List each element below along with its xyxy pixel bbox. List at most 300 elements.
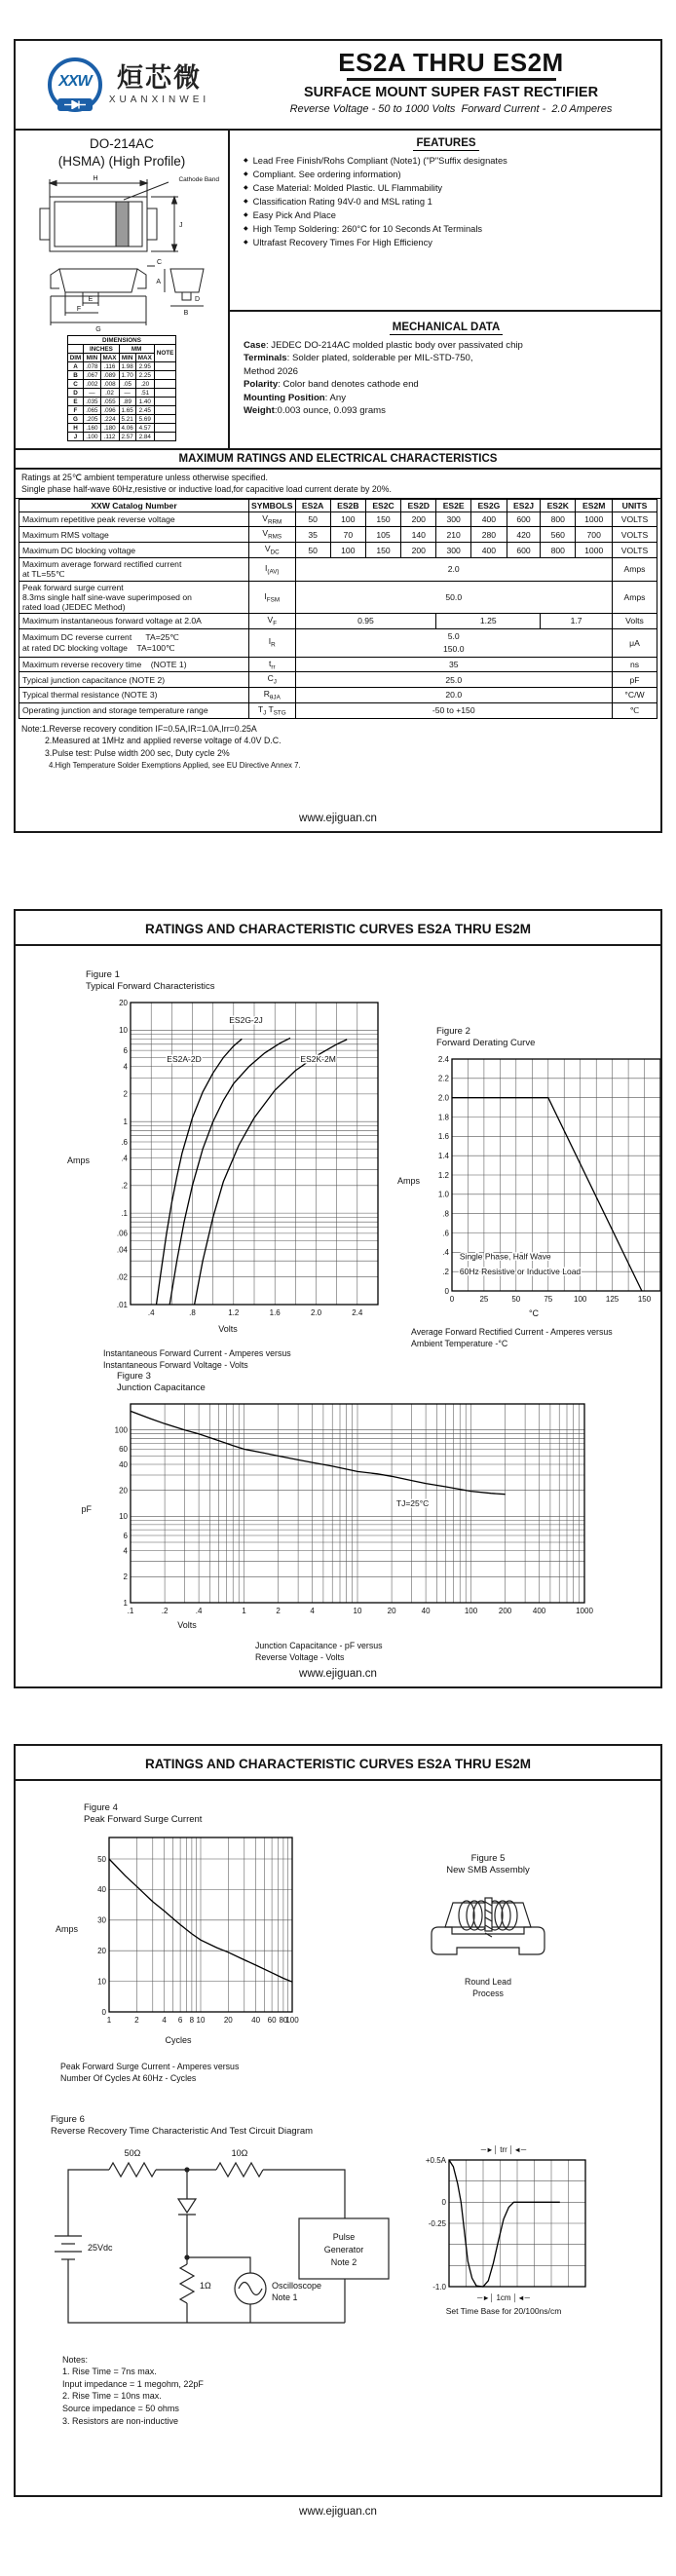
trr-arrow-right [509,2145,526,2154]
type-header: ES2K [541,499,576,511]
svg-text:.8: .8 [189,1307,196,1317]
svg-text:10: 10 [119,1511,128,1521]
figure-1 [64,969,392,1372]
dim-letter: D [67,389,84,398]
figure-4-caption: Peak Forward Surge Current - Amperes versus Number Of Cycles At 60Hz - Cycles [60,2061,240,2084]
figure-6 [51,2114,655,2427]
dim-value: .05 [119,380,135,389]
rating-units: Volts [613,613,657,628]
svg-text:Oscilloscope: Oscilloscope [272,2280,322,2291]
feature-item [244,196,649,209]
dim-value: .160 [84,424,100,433]
parameter-symbol: $V_F$ [249,613,296,628]
bullet-icon: ◆ [244,211,248,218]
dim-value: 2.84 [135,433,154,441]
logo-circle-icon [48,57,102,112]
svg-text:1000: 1000 [576,1606,593,1615]
rating-units: VOLTS [613,543,657,558]
features-list [244,155,649,250]
parameter-symbol: $T_J$ $T_{STG}$ [249,702,296,718]
figure-6-notes [62,2354,655,2428]
svg-text:F: F [76,306,82,314]
svg-text:1.2: 1.2 [437,1170,449,1180]
bullet-icon: ◆ [244,198,248,205]
table-row [67,389,176,398]
feature-text: Case Material: Molded Plastic. UL Flammability [252,182,443,193]
feature-item [244,237,649,250]
svg-text:.2: .2 [442,1267,449,1276]
dim-letter: H [67,424,84,433]
svg-text:1.6: 1.6 [437,1131,449,1141]
svg-text:30: 30 [97,1915,106,1925]
table-row [67,406,176,415]
svg-text:20: 20 [97,1946,106,1955]
ratings-notes [16,719,660,776]
note-line: Notes: [62,2354,89,2365]
note-line: Input impedance = 1 megohm, 22pF [62,2378,204,2389]
rating-value: 105 [365,527,400,543]
svg-text:2: 2 [276,1606,281,1615]
note-line: 3.Pulse test: Pulse width 200 sec, Duty cycle 2% [45,748,230,758]
svg-text:.02: .02 [116,1272,128,1282]
mechanical-item: Terminals: Solder plated, solderable per MIL-STD-750, [244,353,473,364]
table-row [67,345,176,354]
rating-units: μA [613,628,657,657]
svg-text:A: A [156,279,161,286]
feature-text: High Temp Soldering: 260°C for 10 Seconds At Terminals [252,223,483,234]
svg-text:0: 0 [101,2007,106,2017]
svg-text:E: E [88,296,94,304]
dim-value: 2.45 [135,406,154,415]
svg-text:.04: .04 [116,1244,128,1254]
features-title: FEATURES [244,137,649,149]
timebase-caption: Set Time Base for 20/100ns/cm [445,2305,562,2316]
package-name [58,135,186,170]
dims-dim-header: DIM [67,354,84,362]
rating-value: 1.7 [541,613,613,628]
table-row [19,581,657,613]
rating-value: -50 to +150 [295,702,613,718]
rating-units: Amps [613,581,657,613]
svg-text:4: 4 [162,2015,167,2025]
rating-value: 50.0 [295,581,613,613]
figure-3-xlabel: Volts [177,1619,197,1630]
package-and-features [16,131,660,450]
figure-2-label: Figure 2 Forward Derating Curve [436,1026,536,1049]
parameter-label: Maximum repetitive peak reverse voltage [19,511,249,527]
table-row [19,613,657,628]
svg-text:Cathode Band: Cathode Band [178,176,219,184]
mechanical-list [244,339,649,418]
dim-value: .078 [84,362,100,371]
trr-label: trr [500,2145,507,2155]
svg-text:.06: .06 [116,1229,128,1238]
svg-text:50: 50 [511,1294,521,1304]
ratings-intro-line2: Single phase half-wave 60Hz,resistive or inductive load,for capacitive load current derate by 20%. [21,483,392,494]
svg-text:80: 80 [279,2015,288,2025]
figure-5-label: Figure 5 New SMB Assembly [446,1853,530,1876]
table-cell [67,345,84,354]
svg-text:100: 100 [114,1425,128,1435]
curves-page-title: RATINGS AND CHARACTERISTIC CURVES ES2A THRU ES2M [16,1746,660,1781]
diode-icon [57,98,93,111]
dim-value: .035 [84,398,100,406]
svg-text:4: 4 [310,1606,315,1615]
dim-value: .065 [84,406,100,415]
svg-text:2: 2 [123,1089,128,1099]
ratings-section-title: MAXIMUM RATINGS AND ELECTRICAL CHARACTERISTICS [16,450,660,470]
units-header: UNITS [613,499,657,511]
dim-value: .116 [100,362,119,371]
rating-value: 420 [507,527,540,543]
figure-3-chart [92,1398,598,1620]
dim-value: — [84,389,100,398]
rating-value: 35 [295,527,330,543]
svg-text:J: J [179,222,183,230]
rating-units: ns [613,657,657,672]
bullet-icon: ◆ [244,184,248,191]
note-line: 2. Rise Time = 10ns max. [62,2391,162,2402]
svg-text:.01: .01 [116,1300,128,1309]
svg-text:1: 1 [123,1117,128,1126]
rating-value: 0.95 [295,613,436,628]
svg-text:.4: .4 [195,1606,203,1615]
rating-value: 150 [365,511,400,527]
rating-value: 5.0 150.0 [295,628,613,657]
feature-item [244,169,649,182]
parameter-symbol: $R_{\theta JA}$ [249,688,296,703]
dim-note [154,433,176,441]
figure-4 [55,1802,302,2085]
package-name-line2: (HSMA) (High Profile) [57,153,186,169]
rating-value: 35 [295,657,613,672]
parameter-symbol: $V_{RRM}$ [249,511,296,527]
trr-arrow-left [481,2145,498,2154]
table-row [67,415,176,424]
table-cell: MAX [135,354,154,362]
svg-text:20: 20 [387,1606,396,1615]
dim-letter: G [67,415,84,424]
type-header: ES2D [401,499,436,511]
feature-item [244,182,649,196]
rating-units: °C/W [613,688,657,703]
svg-text:60Hz Resistive or Inductive Lo: 60Hz Resistive or Inductive Load [459,1266,582,1276]
svg-text:2.2: 2.2 [437,1074,449,1083]
table-row [67,380,176,389]
rating-value: 100 [330,511,365,527]
svg-text:-1.0: -1.0 [432,2282,446,2292]
features-section [230,131,660,312]
svg-text:0: 0 [441,2197,446,2207]
rating-value: 1.25 [436,613,541,628]
svg-text:.4: .4 [442,1247,449,1257]
table-row [19,499,657,511]
parameter-label: Maximum reverse recovery time (NOTE 1) [19,657,249,672]
svg-text:40: 40 [421,1606,431,1615]
rating-value: 800 [541,511,576,527]
dim-note [154,424,176,433]
rating-value: 140 [401,527,436,543]
svg-text:200: 200 [498,1606,512,1615]
parameter-label: Typical thermal resistance (NOTE 3) [19,688,249,703]
bullet-icon: ◆ [244,239,248,246]
dim-value: 5.69 [135,415,154,424]
note-line: 1. Rise Time = 7ns max. [62,2367,157,2377]
dims-note-header: NOTE [154,345,176,362]
feature-text: Ultrafast Recovery Times For High Efficiency [252,237,432,247]
table-row [67,424,176,433]
svg-text:2.4: 2.4 [437,1054,449,1064]
figure-1-chart [90,997,392,1324]
bullet-icon: ◆ [244,158,248,164]
curves-page-title: RATINGS AND CHARACTERISTIC CURVES ES2A THRU ES2M [16,911,660,946]
figure-2-xlabel: °C [528,1307,540,1318]
svg-text:1.6: 1.6 [269,1307,281,1317]
brand-english: XUANXINWEI [108,94,210,105]
dim-note [154,371,176,380]
svg-text:20: 20 [119,1486,128,1496]
svg-text:6: 6 [177,2015,183,2025]
dim-letter: F [67,406,84,415]
svg-text:8: 8 [189,2015,195,2025]
rating-value: 280 [470,527,507,543]
svg-text:100: 100 [285,2015,299,2025]
parameter-symbol: $I_{(AV)}$ [249,557,296,581]
table-row [19,628,657,657]
svg-text:Note 1: Note 1 [272,2292,298,2302]
device-type-subtitle: SURFACE MOUNT SUPER FAST RECTIFIER [303,84,599,100]
rating-units: pF [613,672,657,688]
parameter-symbol: $C_J$ [249,672,296,688]
datasheet-page-2 [14,909,662,1688]
svg-text:Single Phase, Half Wave: Single Phase, Half Wave [459,1250,551,1261]
svg-text:Note 2: Note 2 [330,2256,357,2267]
svg-text:.6: .6 [121,1137,128,1147]
rating-value: 300 [436,511,471,527]
rating-units: Amps [613,557,657,581]
svg-text:400: 400 [532,1606,546,1615]
header [16,41,660,131]
type-header: ES2B [330,499,365,511]
svg-text:ES2G-2J: ES2G-2J [229,1014,263,1025]
svg-text:2.0: 2.0 [437,1093,449,1103]
svg-text:100: 100 [464,1606,478,1615]
figure-5-caption: Round Lead Process [465,1976,511,1999]
parameter-symbol: $t_{rr}$ [249,657,296,672]
svg-text:1: 1 [242,1606,246,1615]
svg-text:1.0: 1.0 [437,1190,449,1199]
table-row [67,398,176,406]
svg-text:Generator: Generator [323,2244,364,2254]
figure-6-label: Figure 6 Reverse Recovery Time Characteristic And Test Circuit Diagram [51,2114,314,2138]
brand-names [109,64,209,104]
type-header: ES2J [507,499,540,511]
package-outline-drawing [22,170,221,331]
dim-value: 1.40 [135,398,154,406]
header-titles [242,41,660,129]
parameter-label: Maximum average forward rectified current at TL=55℃ [19,557,249,581]
svg-text:50Ω: 50Ω [124,2147,141,2158]
datasheet-page-1 [14,39,662,833]
parameter-symbol: $I_R$ [249,628,296,657]
feature-text: Classification Rating 94V-0 and MSL rating 1 [252,196,432,207]
svg-text:C: C [157,259,163,267]
symbols-header: SYMBOLS [249,499,296,511]
svg-text:H: H [93,175,98,183]
rating-units: VOLTS [613,511,657,527]
parameter-label: Maximum RMS voltage [19,527,249,543]
dim-value: .002 [84,380,100,389]
mechanical-item: Case: JEDEC DO-214AC molded plastic body over passivated chip [244,340,523,351]
figure-1-caption: Instantaneous Forward Current - Amperes versus Instantaneous Forward Voltage - Volts [103,1347,291,1371]
table-cell: MAX [100,354,119,362]
dim-value: — [119,389,135,398]
ratings-tagline: Reverse Voltage - 50 to 1000 Volts Forward Current - 2.0 Amperes [289,102,613,115]
dim-value: .089 [100,371,119,380]
rating-value: 2.0 [295,557,613,581]
rating-value: 200 [401,511,436,527]
rating-value: 210 [436,527,471,543]
figure-2 [397,1026,662,1350]
figure-1-xlabel: Volts [218,1323,238,1334]
parameter-symbol: $I_{FSM}$ [249,581,296,613]
cm-arrow-left [477,2293,494,2302]
dim-value: .096 [100,406,119,415]
svg-text:40: 40 [119,1459,128,1469]
website-footer: www.ejiguan.cn [299,813,377,824]
ratings-intro [16,470,660,499]
dim-value: .008 [100,380,119,389]
parameter-symbol: $V_{RMS}$ [249,527,296,543]
scope-waveform-chart [416,2156,591,2292]
svg-text:10: 10 [196,2015,206,2025]
dim-note [154,406,176,415]
ratings-intro-line1: Ratings at 25℃ ambient temperature unless otherwise specified. [21,473,268,482]
catalog-header: XXW Catalog Number [19,499,249,511]
figure-2-chart [419,1053,662,1308]
bullet-icon: ◆ [244,225,248,232]
rating-value: 200 [401,543,436,558]
svg-text:1: 1 [123,1598,128,1608]
features-column [230,131,660,448]
dim-value: 2.95 [135,362,154,371]
type-header: ES2M [576,499,613,511]
parameter-label: Typical junction capacitance (NOTE 2) [19,672,249,688]
table-row [19,511,657,527]
dims-table [67,335,177,441]
dim-value: 4.57 [135,424,154,433]
package-column [16,131,230,448]
svg-text:4: 4 [123,1546,128,1556]
rating-value: 1000 [576,543,613,558]
rating-value: 300 [436,543,471,558]
svg-text:.2: .2 [121,1181,128,1191]
svg-text:25: 25 [479,1294,489,1304]
figure-2-ylabel: Amps [397,1175,421,1186]
svg-text:.6: .6 [442,1228,449,1237]
figure-1-ylabel: Amps [66,1155,90,1165]
dim-value: 4.06 [119,424,135,433]
logo-xxw-text: XXW [58,73,92,90]
dim-value: 1.65 [119,406,135,415]
part-number-title: ES2A THRU ES2M [338,48,564,77]
scope-waveform-block [416,2142,591,2352]
svg-text:10Ω: 10Ω [231,2147,248,2158]
svg-text:60: 60 [267,2015,277,2025]
dim-note [154,389,176,398]
table-row [67,433,176,441]
svg-text:1.8: 1.8 [437,1112,449,1121]
svg-text:1.2: 1.2 [228,1307,240,1317]
dim-value: .20 [135,380,154,389]
note-line: Note:1.Reverse recovery condition IF=0.5A,IR=1.0A,Irr=0.25A [21,723,257,734]
dims-mm-header: MM [119,345,154,354]
svg-text:10: 10 [119,1025,128,1035]
table-row [19,672,657,688]
dim-note [154,398,176,406]
parameter-label: Operating junction and storage temperature range [19,702,249,718]
svg-text:125: 125 [605,1294,620,1304]
feature-item [244,223,649,237]
dim-letter: A [67,362,84,371]
svg-text:2.4: 2.4 [352,1307,363,1317]
svg-text:0: 0 [444,1286,449,1296]
figure-3 [70,1371,598,1664]
feature-item [244,209,649,223]
table-row [67,362,176,371]
parameter-symbol: $V_{DC}$ [249,543,296,558]
rating-value: 20.0 [295,688,613,703]
svg-text:4: 4 [123,1062,128,1072]
svg-text:2.0: 2.0 [310,1307,322,1317]
parameter-label: Maximum DC blocking voltage [19,543,249,558]
test-circuit-diagram [51,2142,406,2352]
dim-value: .02 [100,389,119,398]
type-header: ES2E [436,499,471,511]
table-row [67,336,176,345]
rating-value: 600 [507,543,540,558]
parameter-label: Maximum instantaneous forward voltage at 2.0A [19,613,249,628]
dim-note [154,362,176,371]
svg-text:.4: .4 [121,1154,128,1163]
type-header: ES2A [295,499,330,511]
svg-text:2: 2 [123,1572,128,1581]
dim-value: .205 [84,415,100,424]
note-line: 4.High Temperature Solder Exemptions Applied, see EU Directive Annex 7. [49,760,301,770]
svg-text:.1: .1 [121,1208,128,1218]
dim-note [154,415,176,424]
rating-value: 560 [541,527,576,543]
mechanical-title: MECHANICAL DATA [244,322,649,333]
svg-text:6: 6 [123,1045,128,1055]
dim-letter: J [67,433,84,441]
dim-note [154,380,176,389]
figure-1-label: Figure 1 Typical Forward Characteristics [86,969,215,993]
svg-text:25Vdc: 25Vdc [88,2242,113,2253]
rating-value: 50 [295,511,330,527]
table-row [19,657,657,672]
svg-text:ES2K-2M: ES2K-2M [300,1053,336,1064]
table-row [19,702,657,718]
svg-text:+0.5A: +0.5A [425,2155,446,2165]
dim-value: .51 [135,389,154,398]
dim-value: 1.98 [119,362,135,371]
svg-text:10: 10 [97,1977,106,1987]
parameter-label: Maximum DC reverse current TA=25℃ at rated DC blocking voltage TA=100℃ [19,628,249,657]
svg-text:-0.25: -0.25 [428,2218,446,2228]
dim-value: 2.25 [135,371,154,380]
svg-text:ES2A-2D: ES2A-2D [167,1053,202,1064]
